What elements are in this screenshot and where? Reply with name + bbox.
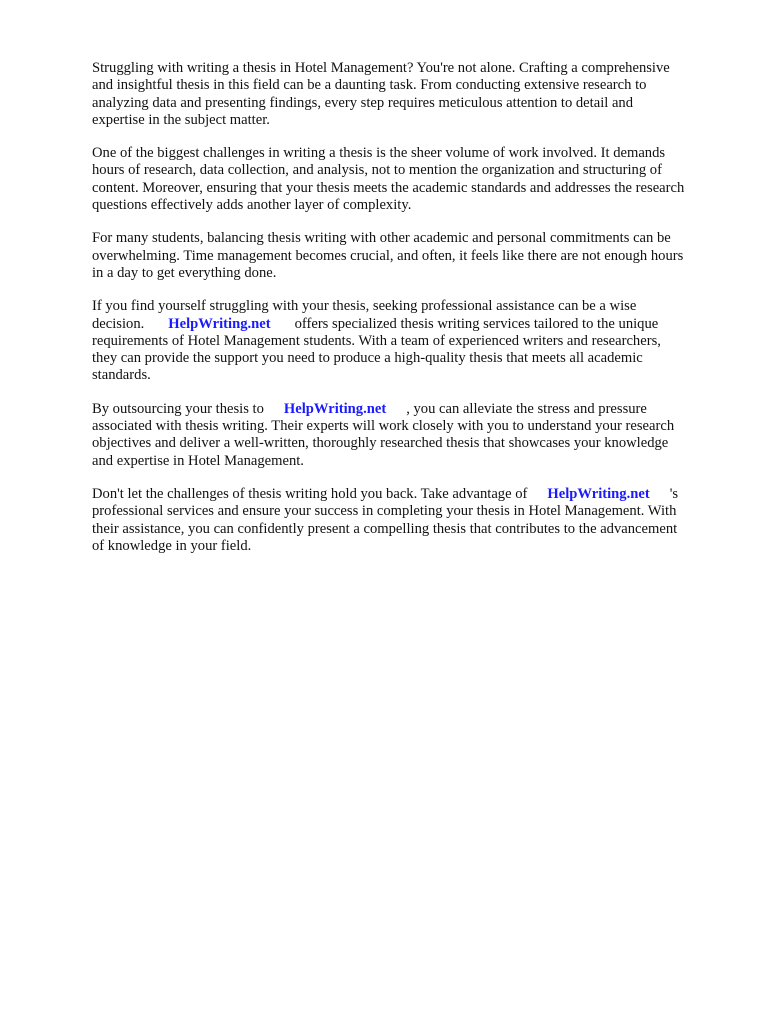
- paragraph-time-management: [92, 230, 722, 282]
- text-segment: offers specialized thesis writing services tailored to the unique: [294, 315, 659, 332]
- text-line: content. Moreover, ensuring that your thesis meets the academic standards and addresses the research: [92, 179, 685, 196]
- helpwriting-link[interactable]: HelpWriting.net: [283, 400, 387, 417]
- text-line: Struggling with writing a thesis in Hotel Management? You're not alone. Crafting a comprehensive: [92, 60, 670, 76]
- text-line: overwhelming. Time management becomes crucial, and often, it feels like there are not enough hours: [92, 247, 684, 264]
- text-line: and expertise in Hotel Management.: [92, 452, 304, 469]
- text-line: and insightful thesis in this field can be a daunting task. From conducting extensive research to: [92, 77, 647, 94]
- text-line: standards.: [92, 367, 151, 384]
- text-segment: , you can alleviate the stress and pressure: [406, 400, 647, 417]
- paragraph-challenges: [92, 145, 722, 214]
- text-segment: Don't let the challenges of thesis writing hold you back. Take advantage of: [92, 485, 528, 502]
- text-line: requirements of Hotel Management students. With a team of experienced writers and researchers,: [92, 332, 661, 349]
- helpwriting-link[interactable]: HelpWriting.net: [168, 315, 271, 332]
- text-line: their assistance, you can confidently present a compelling thesis that contributes to the advancement: [92, 520, 678, 537]
- text-line: hours of research, data collection, and analysis, not to mention the organization and structuring of: [92, 162, 662, 179]
- paragraph-assistance: [92, 298, 722, 384]
- paragraph-conclusion: [92, 486, 722, 555]
- text-line: associated with thesis writing. Their experts will work closely with you to understand your research: [92, 418, 675, 435]
- text-line: questions effectively adds another layer of complexity.: [92, 197, 412, 214]
- text-segment: decision.: [92, 315, 145, 332]
- text-line: of knowledge in your field.: [92, 537, 252, 554]
- paragraph-intro: [92, 60, 722, 129]
- text-line: If you find yourself struggling with your thesis, seeking professional assistance can be a wise: [92, 298, 637, 315]
- text-line: analyzing data and presenting findings, every step requires meticulous attention to detail and: [92, 94, 634, 111]
- paragraph-outsourcing: [92, 401, 722, 470]
- helpwriting-link[interactable]: HelpWriting.net: [547, 485, 650, 502]
- text-segment: 's: [669, 485, 678, 502]
- text-segment: By outsourcing your thesis to: [92, 400, 264, 417]
- text-line: expertise in the subject matter.: [92, 111, 270, 128]
- text-line-with-link: [92, 401, 722, 418]
- text-line-with-link: [92, 316, 722, 333]
- text-line: One of the biggest challenges in writing a thesis is the sheer volume of work involved. It demands: [92, 145, 666, 162]
- text-line: For many students, balancing thesis writing with other academic and personal commitments can be: [92, 230, 671, 247]
- text-line: in a day to get everything done.: [92, 264, 277, 281]
- text-line: objectives and deliver a well-written, thoroughly researched thesis that showcases your knowledge: [92, 435, 669, 452]
- text-line: they can provide the support you need to produce a high-quality thesis that meets all academic: [92, 350, 643, 367]
- text-line-with-link: [92, 486, 722, 503]
- text-line: professional services and ensure your success in completing your thesis in Hotel Management. With: [92, 503, 677, 520]
